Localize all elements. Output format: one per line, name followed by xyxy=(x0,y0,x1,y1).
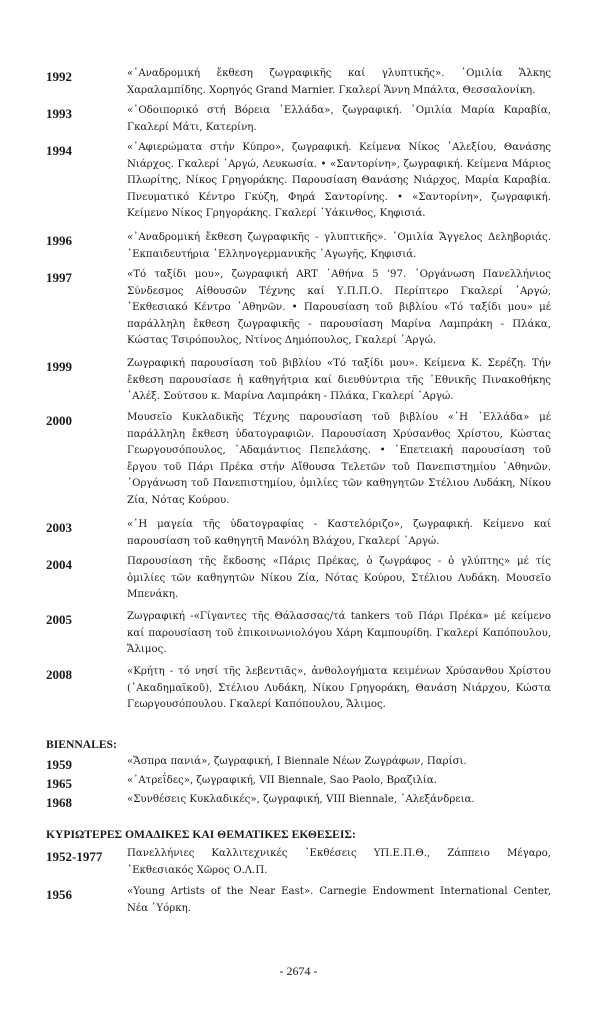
entry-2008 xyxy=(46,664,551,714)
entry-1994 xyxy=(46,140,551,223)
entry-text: Ζωγραφική παρουσίαση τοῦ βιβλίου «Τό ταξίδι μου». Κείμενα Κ. Σερέζη. Τήν ἔκθεση παρουσίασε ἡ καθηγήτρια καί διευθύντρια τῆς ᾿Εθνικῆς Πινακοθήκης ᾿Αλέξ. Σούτσου κ. Μαρίνα Λαμπράκη - Πλάκα, Γκαλερί ᾿Αργώ. xyxy=(127,358,551,403)
entry-year: 1959 xyxy=(46,757,72,772)
entry-2005 xyxy=(46,609,551,659)
biennale-1965 xyxy=(46,773,551,790)
page-number: - 2674 - xyxy=(279,964,318,978)
entry-year: 2005 xyxy=(46,612,72,627)
group-entry-1952-1977 xyxy=(46,846,551,879)
entry-text: «῾Η μαγεία τῆς ὑδατογραφίας - Καστελόριζο», ζωγραφική. Κείμενο καί παρουσίαση τοῦ καθηγητῆ Μανόλη Βλάχου, Γκαλερί ᾿Αργώ. xyxy=(127,519,551,547)
entry-text: «Young Artists of the Near East». Carnegie Endowment International Center, Νέα ῾Υόρκη. xyxy=(127,886,551,914)
entry-year: 1993 xyxy=(46,106,72,121)
entry-text: Παρουσίαση τῆς ἔκδοσης «Πάρις Πρέκας, ὁ ζωγράφος - ὁ γλύπτης» μέ τίς ὁμιλίες τῶν καθηγητῶν Νίκου Ζία, Νότας Κούρου, Στέλιου Λυδάκη. Μουσεῖο Μπενάκη. xyxy=(127,556,551,601)
entry-text: Πανελλήνιες Καλλιτεχνικές ᾿Εκθέσεις ΥΠ.Ε.Π.Θ., Ζάππειο Μέγαρο, ᾿Εκθεσιακός Χῶρος Ο.Λ.Π. xyxy=(127,848,551,876)
entry-year: 1996 xyxy=(46,233,72,248)
entry-year: 1965 xyxy=(46,776,72,791)
entry-1993 xyxy=(46,103,551,136)
group-entry-1956 xyxy=(46,884,551,917)
entry-text: Μουσεῖο Κυκλαδικῆς Τέχνης παρουσίαση τοῦ βιβλίου «῾Η ῾Ελλάδα» μέ παράλληλη ἔκθεση ὑδατογραφιῶν. Παρουσίαση Χρύσανθος Χρίστου, Κώστας Γεωργουσόπουλος, ᾿Αδαμάντιος Πεπελάσης. • ᾿Επετειακή παρουσίαση τοῦ ἔργου τοῦ Πάρι Πρέκα στήν Αἴθουσα Τελετῶν τοῦ Πανεπιστημίου ᾿Αθηνῶν. ᾿Οργάνωση τοῦ Πανεπιστημίου, ὁμιλίες τῶν καθηγητῶν Στέλιου Λυδάκη, Νίκου Ζία, Νότας Κούρου. xyxy=(127,412,551,506)
biennales-heading: BIENNALES: xyxy=(46,738,117,751)
entry-1992 xyxy=(46,66,551,99)
entry-text: «᾿Ατρεΐδες», ζωγραφική, VII Biennale, Sao Paolo, Βραζιλία. xyxy=(127,775,437,786)
entry-text: «᾿Αναδρομική ἔκθεση ζωγραφικῆς καί γλυπτικῆς». ῾Ομιλία Ἄλκης Χαραλαμπίδης. Χορηγός Grand Marnier. Γκαλερί Ἄννη Μπάλτα, Θεσσαλονίκη. xyxy=(127,68,551,96)
entry-text: «Τό ταξίδι μου», ζωγραφική ART ᾿Αθήνα 5 ’97. ᾿Οργάνωση Πανελλήνιος Σύνδεσμος Αἰθουσῶν Τέχνης καί Υ.Π.Π.Ο. Περίπτερο Γκαλερί ᾿Αργώ, ᾿Εκθεσιακό Κέντρο ᾿Αθηνῶν. • Παρουσίαση τοῦ βιβλίου «Τό ταξίδι μου» μέ παράλληλη ἔκθεση ζωγραφικῆς - παρουσίαση Μαρίνα Λαμπράκη - Πλάκα, Κώστας Τσιρόπουλος, Ντίνος Δημόπουλος, Γκαλερί ᾿Αργώ. xyxy=(127,269,551,347)
entry-year: 2000 xyxy=(46,413,72,428)
entry-year: 1992 xyxy=(46,69,72,84)
entry-year: 1952-1977 xyxy=(46,849,103,864)
entry-2004 xyxy=(46,554,551,604)
entry-text: Ζωγραφική -«Γίγαντες τῆς Θάλασσας/τά tankers τοῦ Πάρι Πρέκα» μέ κείμενο καί παρουσίαση τοῦ ἐπικοινωνιολόγου Χάρη Καμπουρίδη. Γκαλερί Καπόπουλου, Ἄλιμος. xyxy=(127,611,551,656)
entry-year: 1956 xyxy=(46,887,72,902)
biennale-1968 xyxy=(46,792,551,809)
entry-text: «᾿Αφιερώματα στήν Κύπρο», ζωγραφική. Κείμενα Νίκος ᾿Αλεξίου, Θανάσης Νιάρχος. Γκαλερί ᾿Αργώ, Λευκωσία. • «Σαντορίνη», ζωγραφική. Κείμενα Μάριος Πλωρίτης, Νίκος Γρηγοράκης. Παρουσίαση Θανάσης Νιάρχος, Μαρία Καραβία. Πνευματικό Κέντρο Γκύζη, Φηρά Σαντορίνης. • «Σαντορίνη», ζωγραφική. Κείμενο Νίκος Γρηγοράκης. Γκαλερί ῾Υάκινθος, Κηφισιά. xyxy=(127,142,551,220)
entry-year: 2008 xyxy=(46,667,72,682)
entry-text: «Ἄσπρα πανιά», ζωγραφική, I Biennale Νέων Ζωγράφων, Παρίσι. xyxy=(127,756,467,767)
biennale-1959 xyxy=(46,754,551,771)
entry-text: «Συνθέσεις Κυκλαδικές», ζωγραφική, VIII Biennale, ᾿Αλεξάνδρεια. xyxy=(127,794,475,805)
group-exhibitions-heading: ΚΥΡΙΩΤΕΡΕΣ ΟΜΑΔΙΚΕΣ ΚΑΙ ΘΕΜΑΤΙΚΕΣ ΕΚΘΕΣΕΙΣ: xyxy=(46,828,356,841)
entry-year: 1997 xyxy=(46,270,72,285)
entry-year: 2004 xyxy=(46,557,72,572)
entry-text: «᾿Οδοιπορικό στή Βόρεια ῾Ελλάδα», ζωγραφική. ῾Ομιλία Μαρία Καραβία, Γκαλερί Μάτι, Κατερίνη. xyxy=(127,105,551,133)
entry-year: 2003 xyxy=(46,520,72,535)
entry-2000 xyxy=(46,410,551,510)
entry-1996 xyxy=(46,230,551,263)
entry-2003 xyxy=(46,517,551,550)
entry-text: «Κρήτη - τό νησί τῆς λεβεντιᾶς», ἀνθολογήματα κειμένων Χρύσανθου Χρίστου (᾿Ακαδημαϊκοῦ), Στέλιου Λυδάκη, Νίκου Γρηγοράκη, Θανάση Νιάρχου, Κώστα Γεωργουσόπουλου. Γκαλερί Καπόπουλου, Ἄλιμος. xyxy=(127,666,551,711)
entry-year: 1994 xyxy=(46,143,72,158)
entry-year: 1999 xyxy=(46,359,72,374)
entry-1999 xyxy=(46,356,551,406)
entry-1997 xyxy=(46,267,551,350)
entry-text: «᾿Αναδρομική ἔκθεση ζωγραφικῆς - γλυπτικῆς». ῾Ομιλία Ἄγγελος Δεληβοριάς. ᾿Εκπαιδευτήρια ᾿Ελληνογερμανικῆς ᾿Αγωγῆς, Κηφισιά. xyxy=(127,232,551,260)
entry-year: 1968 xyxy=(46,795,72,810)
